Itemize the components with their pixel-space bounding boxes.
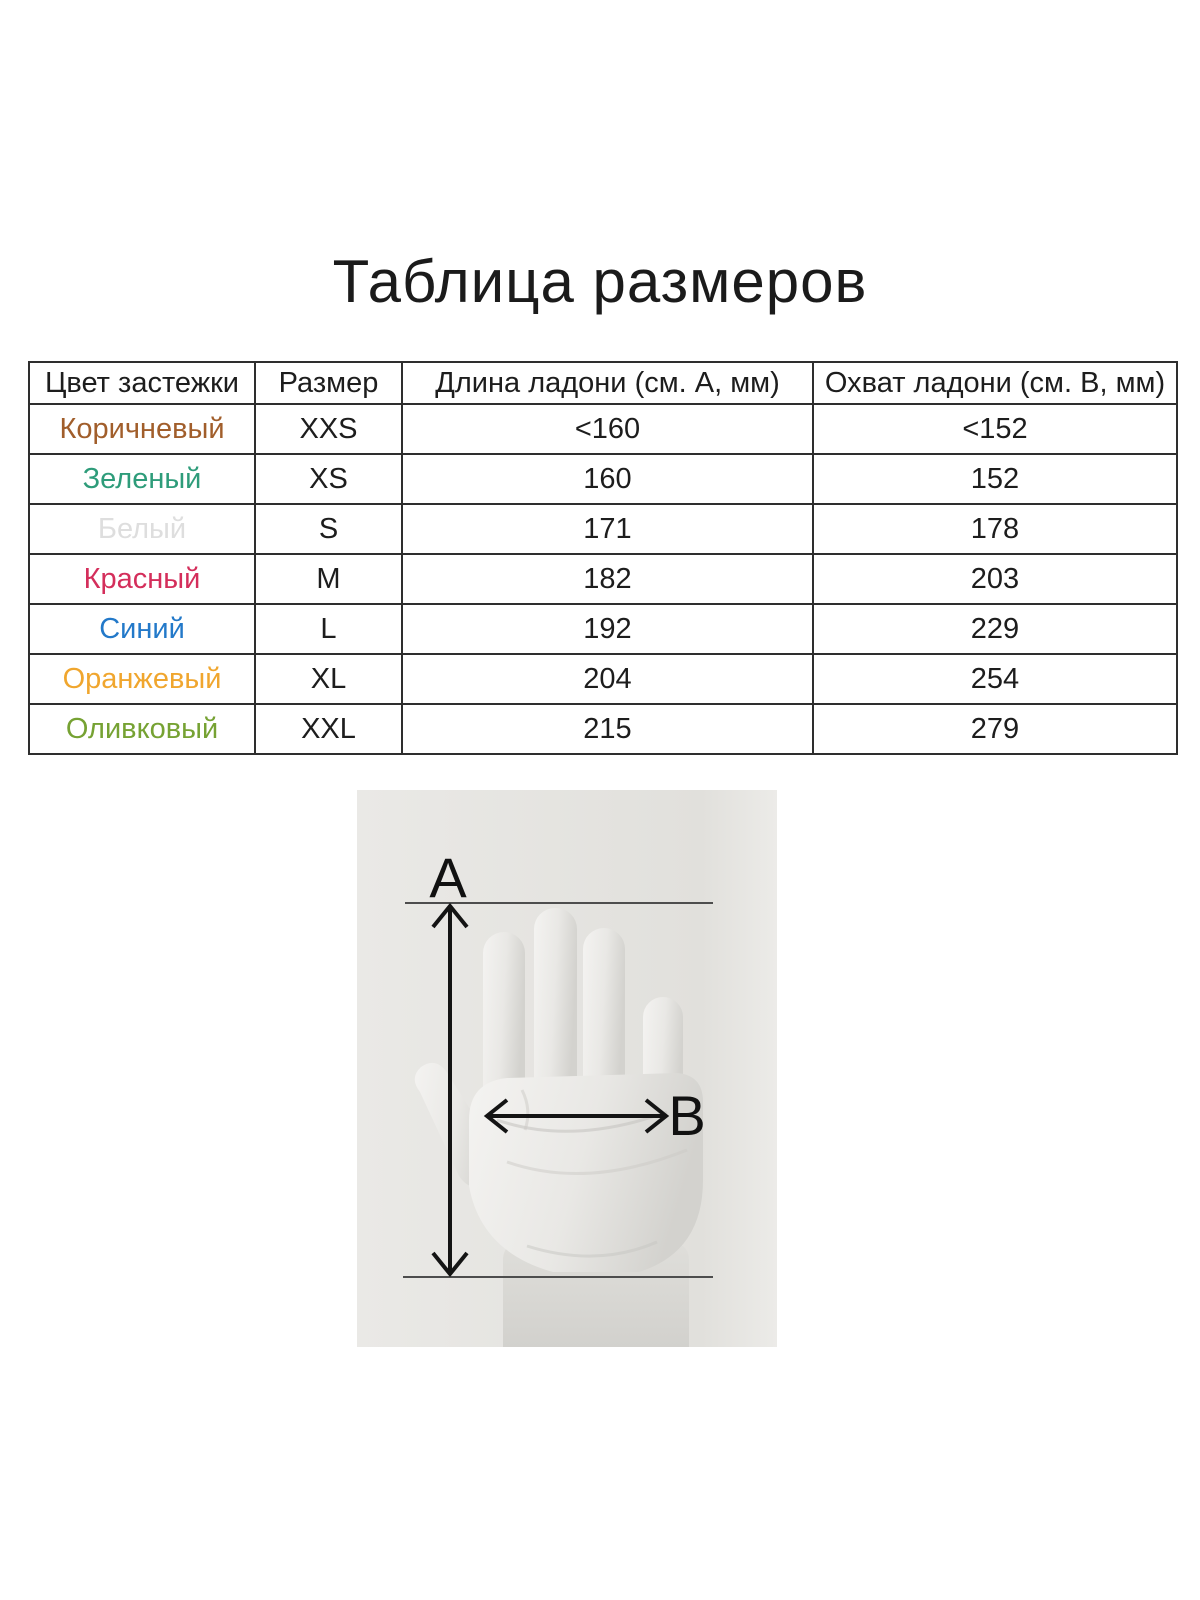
palm-length-value: 204: [402, 654, 813, 704]
palm-girth-value: 203: [813, 554, 1177, 604]
size-value: XXS: [255, 404, 402, 454]
size-value: XS: [255, 454, 402, 504]
header-palm-girth: Охват ладони (см. B, мм): [813, 362, 1177, 404]
label-a: A: [429, 846, 467, 909]
clasp-color-name: Синий: [29, 604, 255, 654]
size-value: M: [255, 554, 402, 604]
palm-girth-value: 152: [813, 454, 1177, 504]
palm-length-value: 215: [402, 704, 813, 754]
palm-girth-value: <152: [813, 404, 1177, 454]
palm-length-value: <160: [402, 404, 813, 454]
size-table: [28, 361, 1178, 755]
page-title: Таблица размеров: [332, 248, 868, 315]
size-value: L: [255, 604, 402, 654]
hand-measurement-figure: [357, 790, 777, 1347]
size-value: S: [255, 504, 402, 554]
palm-girth-value: 229: [813, 604, 1177, 654]
size-value: XL: [255, 654, 402, 704]
clasp-color-name: Зеленый: [29, 454, 255, 504]
table-row: [29, 504, 1177, 554]
table-row: [29, 554, 1177, 604]
table-row: [29, 604, 1177, 654]
palm-girth-value: 178: [813, 504, 1177, 554]
table-row: [29, 704, 1177, 754]
label-b: B: [668, 1084, 706, 1147]
clasp-color-name: Белый: [29, 504, 255, 554]
palm-length-value: 160: [402, 454, 813, 504]
palm-length-value: 182: [402, 554, 813, 604]
hand-diagram: [357, 790, 777, 1347]
clasp-color-name: Оранжевый: [29, 654, 255, 704]
header-palm-length: Длина ладони (см. А, мм): [402, 362, 813, 404]
palm-girth-value: 254: [813, 654, 1177, 704]
table-row: [29, 404, 1177, 454]
header-clasp-color: Цвет застежки: [29, 362, 255, 404]
header-size: Размер: [255, 362, 402, 404]
palm-length-value: 171: [402, 504, 813, 554]
table-row: [29, 654, 1177, 704]
table-row: [29, 454, 1177, 504]
clasp-color-name: Красный: [29, 554, 255, 604]
clasp-color-name: Оливковый: [29, 704, 255, 754]
size-table-header-row: [29, 362, 1177, 404]
palm-length-value: 192: [402, 604, 813, 654]
clasp-color-name: Коричневый: [29, 404, 255, 454]
palm-girth-value: 279: [813, 704, 1177, 754]
size-value: XXL: [255, 704, 402, 754]
